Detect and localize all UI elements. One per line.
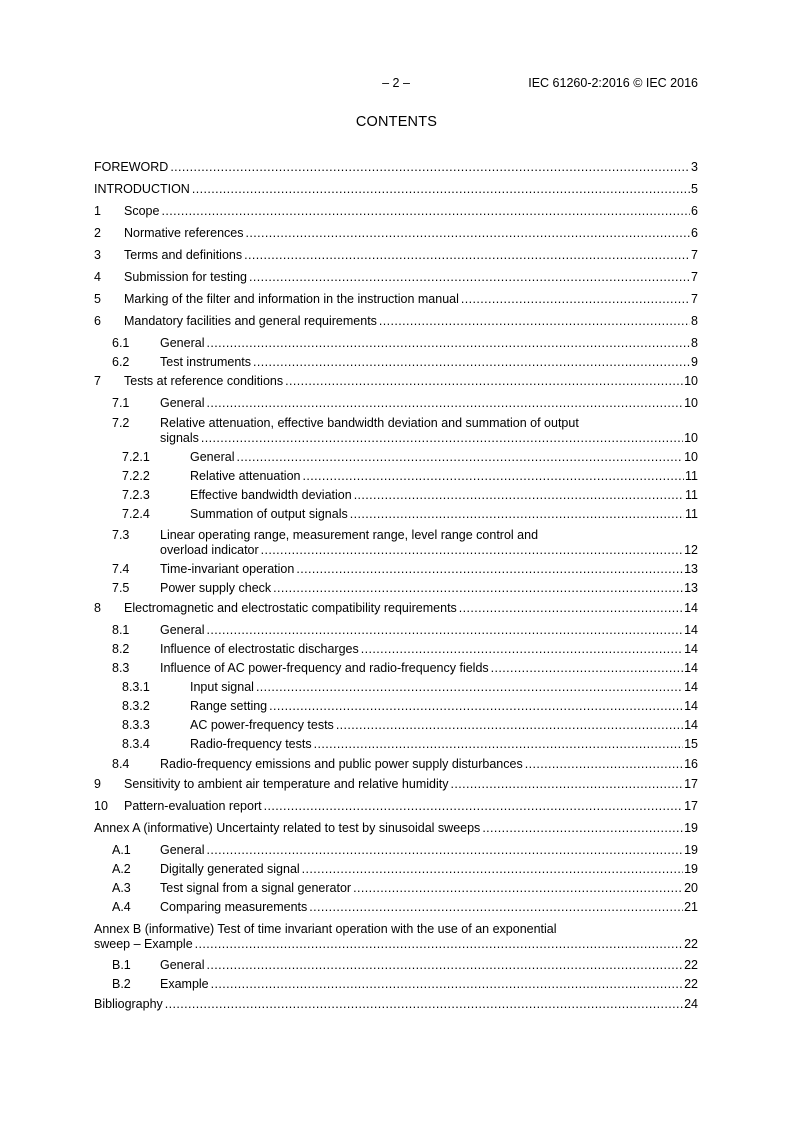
toc-entry-line [190,717,698,733]
toc-entry-line [160,861,698,877]
toc-entry-page: 7 [691,248,698,262]
toc-entry-text: INTRODUCTION [94,182,190,196]
toc-entry-text: Test instruments [160,355,252,369]
toc-entry-text: General [190,450,235,464]
toc-entry-text: Comparing measurements [160,900,308,914]
toc-entry[interactable] [94,468,698,484]
toc-entry-number: 8.1 [112,623,130,637]
dot-leader [244,247,690,263]
toc-entry-page: 14 [684,699,698,713]
toc-entry[interactable] [94,717,698,733]
toc-entry-page: 11 [685,488,698,502]
toc-entry-page: 11 [685,507,698,521]
toc-entry-text: Annex A (informative) Uncertainty related to test by sinusoidal sweeps [94,821,481,835]
toc-entry-text: Electromagnetic and electrostatic compatibility requirements [124,601,457,615]
toc-entry[interactable] [94,798,698,814]
toc-entry-line [124,600,698,616]
toc-entry-line [190,487,698,503]
toc-entry[interactable] [94,976,698,992]
dot-leader [264,798,684,814]
toc-entry[interactable] [94,373,698,389]
toc-entry[interactable] [94,698,698,714]
toc-entry-text: sweep – Example [94,937,193,951]
toc-entry[interactable] [94,580,698,596]
dot-leader [206,622,683,638]
toc-entry[interactable] [94,756,698,772]
toc-entry-number: 7.3 [112,528,130,542]
toc-entry-line [160,660,698,676]
toc-entry[interactable] [94,506,698,522]
toc-entry-text: Example [160,977,209,991]
toc-entry-page: 12 [684,543,698,557]
toc-entry-text: Radio-frequency tests [190,737,312,751]
dot-leader [491,660,683,676]
dot-leader [273,580,683,596]
toc-entry-text: Pattern-evaluation report [124,799,262,813]
toc-entry-page: 7 [691,270,698,284]
toc-entry-text-line1: Linear operating range, measurement range, level range control and [160,528,539,542]
toc-entry-line [124,247,698,263]
toc-entry-text: overload indicator [160,543,259,557]
toc-entry-page: 14 [684,601,698,615]
dot-leader [201,430,683,446]
toc-entry-page: 22 [684,977,698,991]
toc-entry-text: Radio-frequency emissions and public power supply disturbances [160,757,523,771]
toc-entry[interactable] [94,922,698,952]
toc-entry[interactable] [94,996,698,1012]
toc-entry-number: 8.3.4 [122,737,150,751]
toc-entry-number: 10 [94,799,108,813]
toc-entry[interactable] [94,600,698,616]
toc-entry-number: 8.3.2 [122,699,150,713]
dot-leader [525,756,683,772]
toc-entry-number: B.1 [112,958,131,972]
dot-leader [461,291,690,307]
toc-entry[interactable] [94,225,698,241]
toc-entry-text-line1: Relative attenuation, effective bandwidth deviation and summation of output [160,416,579,430]
toc-entry[interactable] [94,861,698,877]
toc-entry[interactable] [94,487,698,503]
toc-entry-line [94,181,698,197]
toc-entry[interactable] [94,776,698,792]
dot-leader [170,159,690,175]
toc-entry-text: Power supply check [160,581,272,595]
toc-entry[interactable] [94,313,698,329]
toc-entry-text: Summation of output signals [190,507,348,521]
toc-entry-text: Digitally generated signal [160,862,300,876]
toc-entry-line [160,430,698,446]
toc-entry-line [160,641,698,657]
toc-entry[interactable] [94,181,698,197]
dot-leader [206,335,690,351]
toc-entry-number: 7.2.3 [122,488,150,502]
toc-entry-text: AC power-frequency tests [190,718,334,732]
toc-entry-line [124,291,698,307]
toc-entry-number: 5 [94,292,101,306]
toc-entry-line [124,776,698,792]
dot-leader [450,776,683,792]
toc-entry[interactable] [94,820,698,836]
toc-entry-text: Bibliography [94,997,163,1011]
toc-entry-page: 19 [684,843,698,857]
toc-entry-line [160,622,698,638]
toc-entry-number: A.2 [112,862,131,876]
toc-entry-number: 7.2.2 [122,469,150,483]
toc-entry-text: Test signal from a signal generator [160,881,352,895]
toc-entry-page: 17 [684,799,698,813]
toc-entry-text: Tests at reference conditions [124,374,284,388]
toc-entry-line [124,203,698,219]
dot-leader [353,880,683,896]
page-number: – 2 – [382,76,410,90]
toc-entry-text: Marking of the filter and information in the instruction manual [124,292,459,306]
toc-entry-page: 13 [684,581,698,595]
document-reference: IEC 61260-2:2016 © IEC 2016 [528,76,698,90]
dot-leader [192,181,690,197]
toc-entry-page: 14 [684,680,698,694]
toc-entry-line [124,313,698,329]
toc-entry-number: A.4 [112,900,131,914]
toc-entry-page: 24 [684,997,698,1011]
toc-entry-line [160,880,698,896]
toc-entry-text: General [160,396,205,410]
toc-entry-number: A.1 [112,843,131,857]
toc-entry-number: 4 [94,270,101,284]
toc-entry[interactable] [94,416,698,446]
toc-entry-line [160,976,698,992]
dot-leader [296,561,683,577]
toc-entry-text: Terms and definitions [124,248,243,262]
toc-entry-line [124,798,698,814]
toc-entry-line [160,756,698,772]
toc-entry-text: Relative attenuation [190,469,301,483]
toc-entry-text: Input signal [190,680,254,694]
toc-entry-page: 19 [684,862,698,876]
toc-entry[interactable] [94,842,698,858]
toc-entry-page: 3 [691,160,698,174]
toc-entry-line [124,269,698,285]
dot-leader [261,542,683,558]
toc-entry-line [94,159,698,175]
toc-entry[interactable] [94,395,698,411]
dot-leader [482,820,683,836]
toc-entry-text: General [160,958,205,972]
toc-entry-number: B.2 [112,977,131,991]
toc-entry-page: 19 [684,821,698,835]
toc-entry-page: 10 [684,431,698,445]
dot-leader [379,313,690,329]
toc-entry[interactable] [94,449,698,465]
toc-entry-number: 7.2 [112,416,130,430]
toc-entry-text: Scope [124,204,160,218]
toc-entry-page: 14 [684,642,698,656]
toc-entry-number: 6.2 [112,355,130,369]
toc-entry-page: 13 [684,562,698,576]
toc-entry-number: 6.1 [112,336,130,350]
toc-entry-text: General [160,623,205,637]
toc-entry-number: 3 [94,248,101,262]
toc-entry-text-line1: Annex B (informative) Test of time invariant operation with the use of an exponential [94,922,557,936]
toc-entry-line [190,506,698,522]
toc-entry[interactable] [94,247,698,263]
toc-entry[interactable] [94,679,698,695]
dot-leader [303,468,685,484]
toc-entry-page: 21 [684,900,698,914]
toc-entry-number: 6 [94,314,101,328]
toc-entry-line [190,736,698,752]
toc-entry-number: A.3 [112,881,131,895]
toc-entry[interactable] [94,291,698,307]
toc-entry-line [160,561,698,577]
toc-entry-text: signals [160,431,199,445]
dot-leader [302,861,683,877]
toc-title: CONTENTS [355,114,438,130]
dot-leader [246,225,691,241]
toc-entry-line [94,820,698,836]
toc-entry-line [190,698,698,714]
toc-entry-page: 16 [684,757,698,771]
toc-entry-page: 11 [685,469,698,483]
toc-entry-text: Normative references [124,226,244,240]
toc-entry-page: 8 [691,336,698,350]
toc-entry[interactable] [94,736,698,752]
toc-entry-line [190,449,698,465]
toc-entry-number: 9 [94,777,101,791]
toc-entry-line [124,373,698,389]
toc-entry-page: 10 [684,396,698,410]
toc-entry-line [124,225,698,241]
dot-leader [195,936,683,952]
toc-entry-text: Mandatory facilities and general requirements [124,314,377,328]
toc-entry-text: Influence of AC power-frequency and radio-frequency fields [160,661,489,675]
page-header [94,76,698,92]
toc-entry-number: 8.2 [112,642,130,656]
toc-entry-line [160,335,698,351]
toc-entry-text: Range setting [190,699,268,713]
toc-entry[interactable] [94,899,698,915]
toc-entry-number: 7 [94,374,101,388]
toc-entry-text: General [160,843,205,857]
toc-entry-page: 14 [684,623,698,637]
toc-entry-page: 10 [684,450,698,464]
toc-entry-text: FOREWORD [94,160,169,174]
toc-entry-number: 8.3 [112,661,130,675]
toc-entry-text: Sensitivity to ambient air temperature and relative humidity [124,777,449,791]
toc-entry-number: 8.3.3 [122,718,150,732]
toc-entry-line [160,542,698,558]
toc-entry[interactable] [94,203,698,219]
toc-entry-page: 17 [684,777,698,791]
toc-entry-page: 22 [684,958,698,972]
dot-leader [336,717,683,733]
toc-entry-number: 8.3.1 [122,680,150,694]
toc-entry-line [160,899,698,915]
dot-leader [165,996,683,1012]
toc-entry[interactable] [94,528,698,558]
toc-entry-number: 1 [94,204,101,218]
toc-entry[interactable] [94,660,698,676]
toc-entry-line [160,957,698,973]
dot-leader [253,354,690,370]
toc-entry-page: 20 [684,881,698,895]
toc-entry-line [94,936,698,952]
toc-entry-line [160,580,698,596]
toc-entry-line [160,354,698,370]
toc-entry[interactable] [94,561,698,577]
toc-entry[interactable] [94,880,698,896]
toc-entry-line [160,842,698,858]
dot-leader [236,449,683,465]
toc-entry-page: 22 [684,937,698,951]
toc-entry-number: 8 [94,601,101,615]
dot-leader [256,679,683,695]
toc-entry-page: 14 [684,718,698,732]
toc-entry-page: 14 [684,661,698,675]
toc-entry-page: 10 [684,374,698,388]
dot-leader [206,842,683,858]
toc-entry[interactable] [94,641,698,657]
toc-entry-text: Influence of electrostatic discharges [160,642,359,656]
dot-leader [459,600,683,616]
toc-entry[interactable] [94,957,698,973]
dot-leader [161,203,690,219]
toc-entry-text: Effective bandwidth deviation [190,488,352,502]
toc-entry-number: 7.5 [112,581,130,595]
toc-entry-text: General [160,336,205,350]
toc-entry-page: 5 [691,182,698,196]
dot-leader [309,899,683,915]
toc-entry-page: 6 [691,204,698,218]
toc-entry-page: 6 [691,226,698,240]
dot-leader [314,736,684,752]
toc-entry[interactable] [94,159,698,175]
toc-entry-line [94,996,698,1012]
toc-entry-number: 7.2.4 [122,507,150,521]
toc-entry-page: 15 [684,737,698,751]
dot-leader [249,269,690,285]
dot-leader [350,506,684,522]
toc-entry[interactable] [94,622,698,638]
toc-entry[interactable] [94,354,698,370]
toc-entry-text: Submission for testing [124,270,247,284]
toc-entry-line [190,679,698,695]
toc-entry-number: 8.4 [112,757,130,771]
dot-leader [354,487,684,503]
dot-leader [269,698,683,714]
dot-leader [361,641,683,657]
toc-entry-line [190,468,698,484]
dot-leader [206,957,683,973]
toc-entry[interactable] [94,269,698,285]
toc-entry-text: Time-invariant operation [160,562,295,576]
toc-entry-number: 7.4 [112,562,130,576]
toc-entry-number: 7.2.1 [122,450,150,464]
toc-entry-line [160,395,698,411]
dot-leader [206,395,683,411]
toc-entry-page: 7 [691,292,698,306]
toc-entry-number: 7.1 [112,396,130,410]
dot-leader [211,976,683,992]
dot-leader [285,373,683,389]
toc-entry-page: 8 [691,314,698,328]
toc-entry[interactable] [94,335,698,351]
toc-entry-page: 9 [691,355,698,369]
toc-entry-number: 2 [94,226,101,240]
